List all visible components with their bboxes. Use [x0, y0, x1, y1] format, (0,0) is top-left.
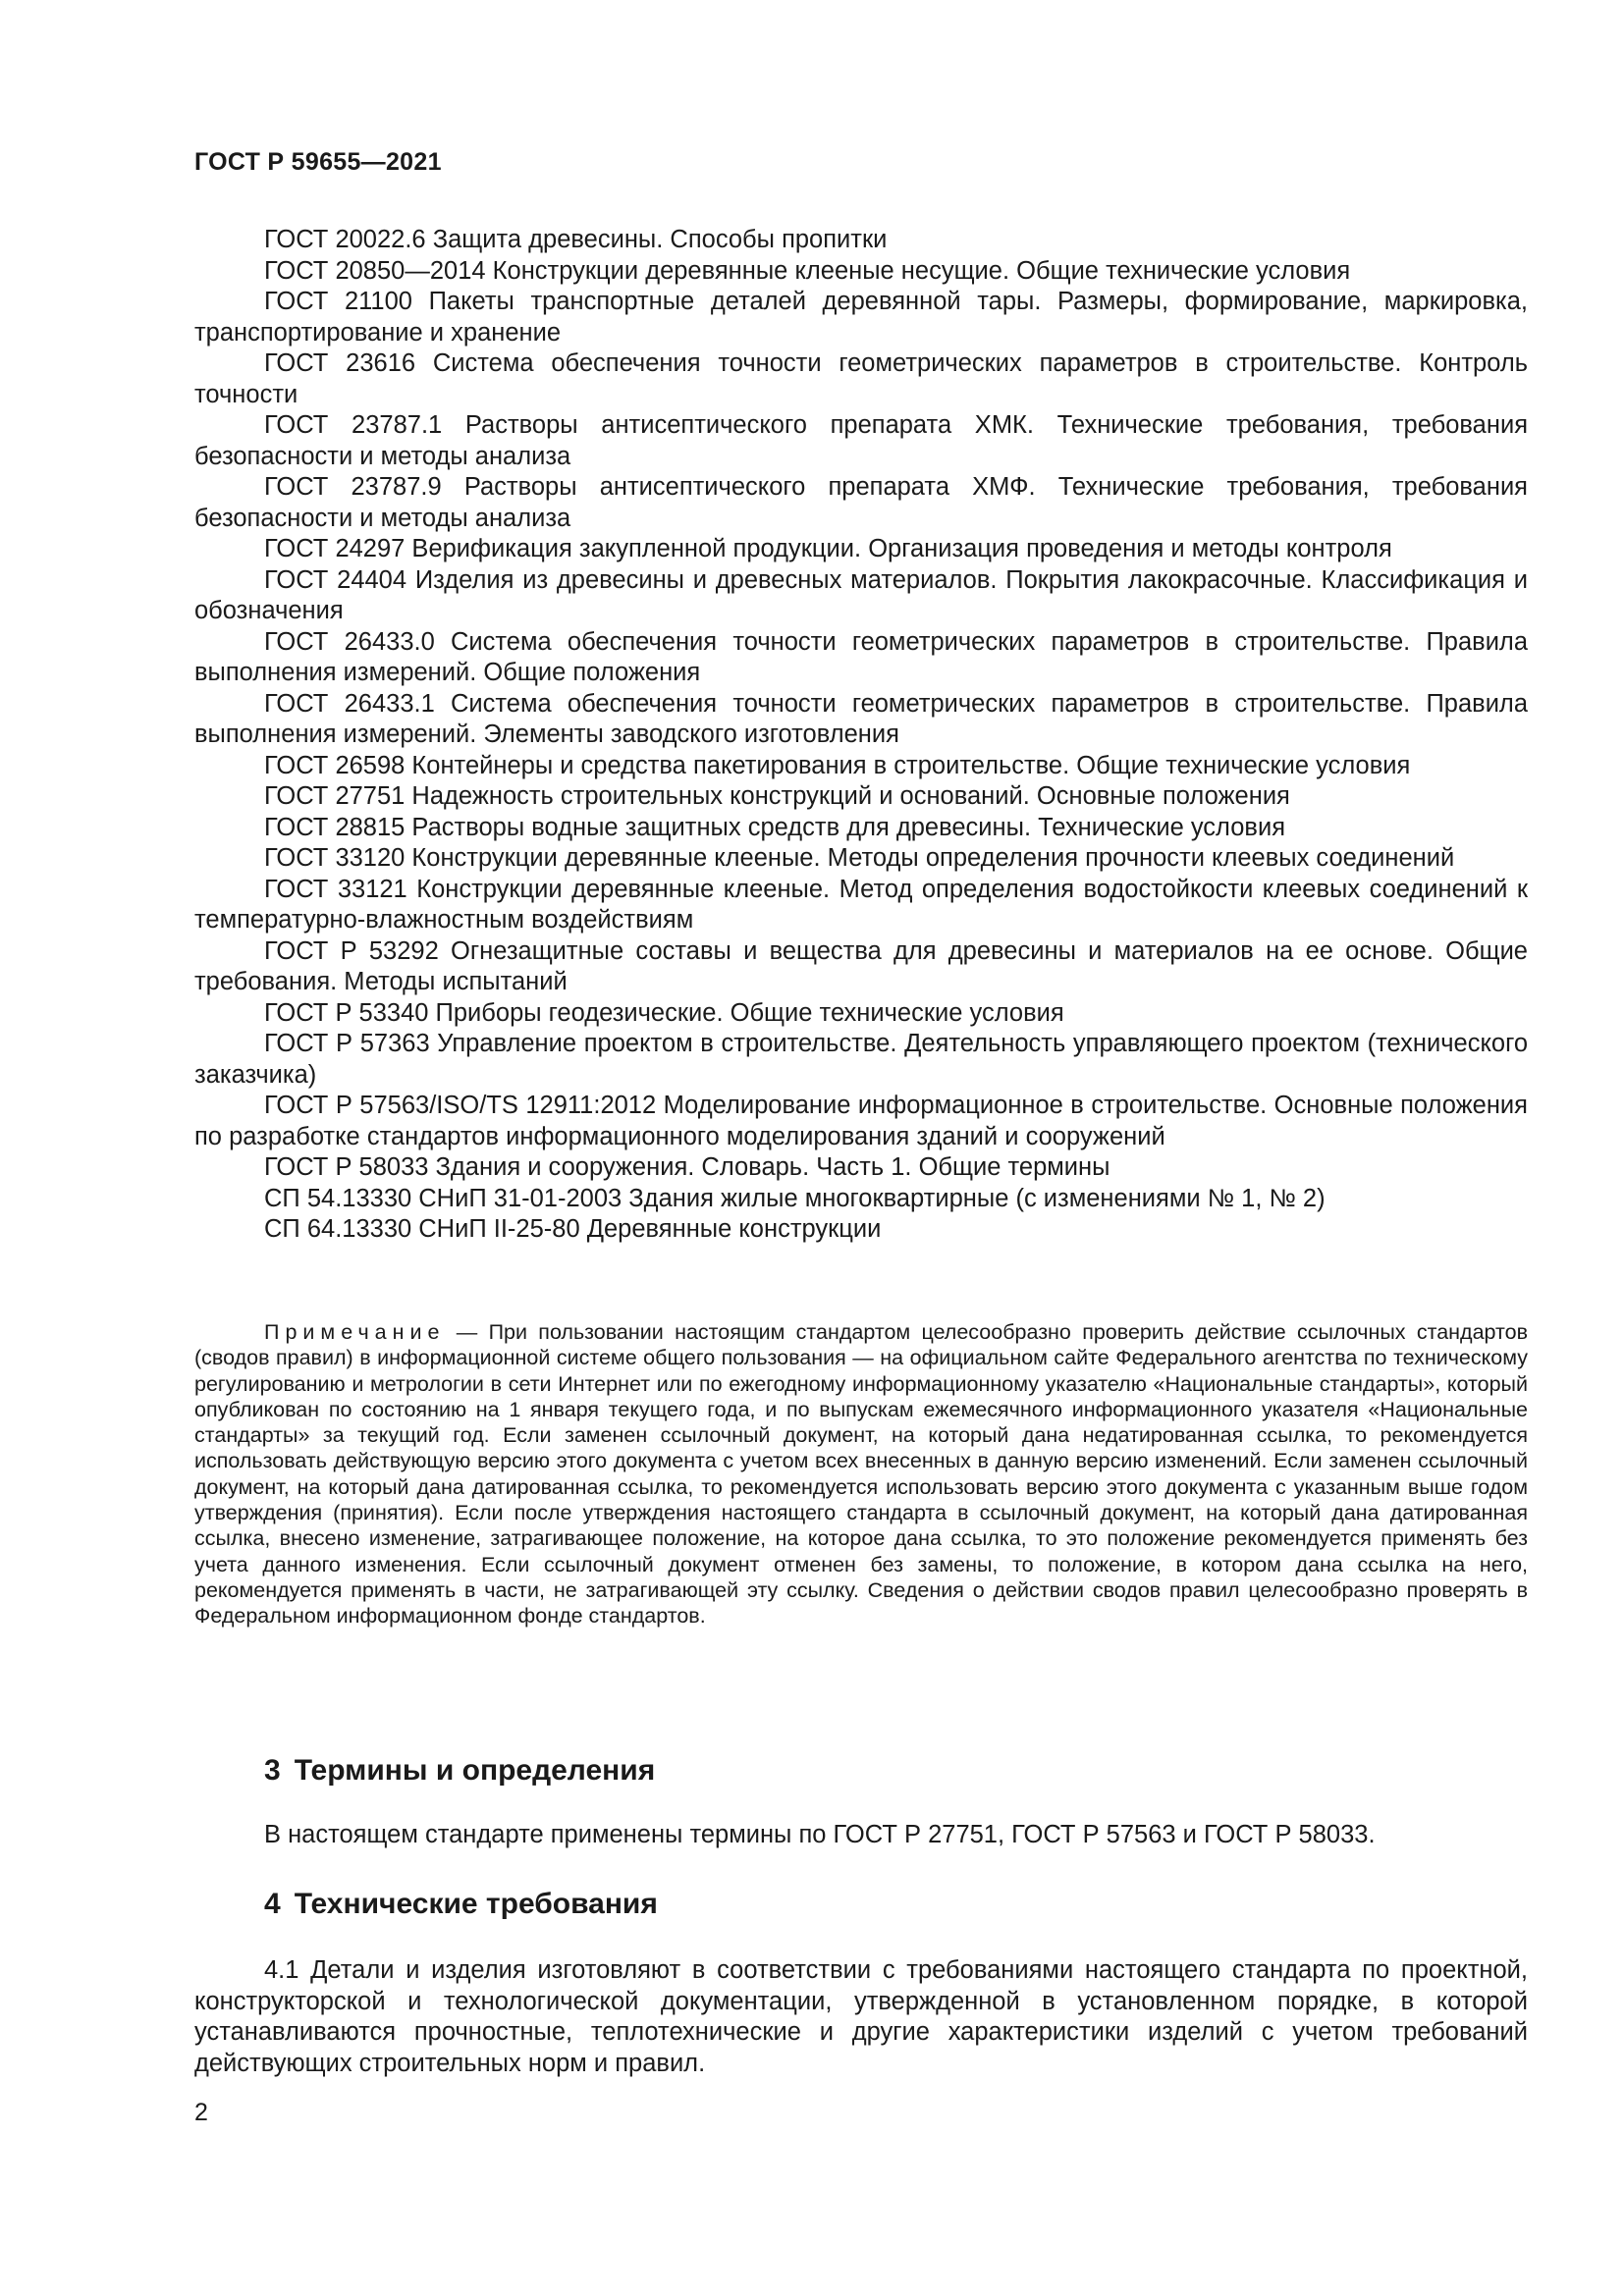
reference-item: ГОСТ 27751 Надежность строительных конструкций и оснований. Основные положения [264, 782, 1290, 810]
reference-item: ГОСТ 24297 Верификация закупленной продукции. Организация проведения и методы контроля [264, 535, 1392, 562]
reference-item: ГОСТ Р 58033 Здания и сооружения. Словарь. Часть 1. Общие термины [264, 1153, 1110, 1181]
section-4-heading [264, 1888, 658, 1921]
reference-item: ГОСТ 28815 Растворы водные защитных средств для древесины. Технические условия [264, 813, 1285, 841]
section-4-number: 4 [264, 1888, 281, 1920]
reference-item: ГОСТ 26433.0 Система обеспечения точности геометрических параметров в строительстве. Правила выполнения измерений. Общие положения [194, 627, 1528, 686]
reference-note [194, 1319, 1528, 1629]
reference-item: ГОСТ Р 57563/ISO/TS 12911:2012 Моделирование информационное в строительстве. Основные положения по разработке стандартов информационного моделирования зданий и сооружений [194, 1092, 1528, 1150]
reference-item: ГОСТ 33121 Конструкции деревянные клееные. Метод определения водостойкости клеевых соединений к температурно-влажностным воздействиям [194, 875, 1528, 934]
note-text: — При пользовании настоящим стандартом целесообразно проверить действие ссылочных стандартов (сводов правил) в информационной системе общего пользования — на официальном сайте Федерального агентства по техническому регулированию и метрологии в сети Интернет или по ежегодному информационному указателю «Национальные стандарты», который опубликован по состоянию на 1 января текущего года, и по выпускам ежемесячного информационного указателя «Национальные стандарты» за текущий год. Если заменен ссылочный документ, на который дана недатированная ссылка, то рекомендуется использовать действующую версию этого документа с учетом всех внесенных в данную версию изменений. Если заменен ссылочный документ, на который дана датированная ссылка, то рекомендуется использовать версию этого документа с указанным выше годом утверждения (принятия). Если после утверждения настоящего стандарта в ссылочный документ, на который дана датированная ссылка, внесено изменение, затрагивающее положение, на которое дана ссылка, то это положение рекомендуется применять без учета данного изменения. Если ссылочный документ отменен без замены, то положение, в котором дана ссылка на него, рекомендуется применять в части, не затрагивающей эту ссылку. Сведения о действии сводов правил целесообразно проверять в Федеральном информационном фонде стандартов. [194, 1320, 1528, 1629]
note-label: Примечание [264, 1320, 446, 1344]
section-3-text: В настоящем стандарте применены термины по ГОСТ Р 27751, ГОСТ Р 57563 и ГОСТ Р 58033. [264, 1821, 1376, 1848]
reference-item: ГОСТ 24404 Изделия из древесины и древесных материалов. Покрытия лакокрасочные. Классификация и обозначения [194, 565, 1528, 624]
reference-item: ГОСТ 20850—2014 Конструкции деревянные клееные несущие. Общие технические условия [264, 256, 1351, 285]
reference-item: ГОСТ 26598 Контейнеры и средства пакетирования в строительстве. Общие технические условия [264, 751, 1411, 779]
reference-item: СП 64.13330 СНиП II-25-80 Деревянные конструкции [264, 1215, 882, 1243]
reference-item: ГОСТ 21100 Пакеты транспортные деталей деревянной тары. Размеры, формирование, маркировка, транспортирование и хранение [194, 288, 1528, 347]
reference-item: ГОСТ 23616 Система обеспечения точности геометрических параметров в строительстве. Контроль точности [194, 349, 1528, 408]
document-header: ГОСТ Р 59655—2021 [194, 148, 442, 176]
reference-item: ГОСТ 33120 Конструкции деревянные клееные. Методы определения прочности клеевых соединений [264, 844, 1455, 872]
reference-item: ГОСТ 20022.6 Защита древесины. Способы пропитки [264, 226, 888, 253]
reference-item: ГОСТ 23787.1 Растворы антисептического препарата ХМК. Технические требования, требования безопасности и методы анализа [194, 411, 1528, 470]
page-number: 2 [194, 2099, 208, 2126]
reference-item: ГОСТ Р 53292 Огнезащитные составы и вещества для древесины и материалов на ее основе. Общие требования. Методы испытаний [194, 936, 1528, 995]
reference-item: ГОСТ Р 57363 Управление проектом в строительстве. Деятельность управляющего проектом (технического заказчика) [194, 1030, 1528, 1089]
reference-item: ГОСТ 23787.9 Растворы антисептического препарата ХМФ. Технические требования, требования безопасности и методы анализа [194, 473, 1528, 532]
reference-item: ГОСТ Р 53340 Приборы геодезические. Общие технические условия [264, 998, 1064, 1027]
section-3-number: 3 [264, 1754, 281, 1787]
reference-item: СП 54.13330 СНиП 31-01-2003 Здания жилые многоквартирные (с изменениями № 1, № 2) [264, 1184, 1326, 1212]
section-4-1-text: 4.1 Детали и изделия изготовляют в соответствии с требованиями настоящего стандарта по проектной, конструкторской и технологической документации, утвержденной в установленном порядке, в которой устанавливаются прочностные, теплотехнические и другие характеристики изделий с учетом требований действующих строительных норм и правил. [194, 1956, 1528, 2078]
reference-item: ГОСТ 26433.1 Система обеспечения точности геометрических параметров в строительстве. Правила выполнения измерений. Элементы заводского изготовления [194, 689, 1528, 748]
section-3-title: Термины и определения [294, 1754, 656, 1787]
section-4-title: Технические требования [294, 1888, 658, 1920]
normative-references-list [194, 225, 1528, 1246]
section-3-heading [264, 1754, 655, 1788]
